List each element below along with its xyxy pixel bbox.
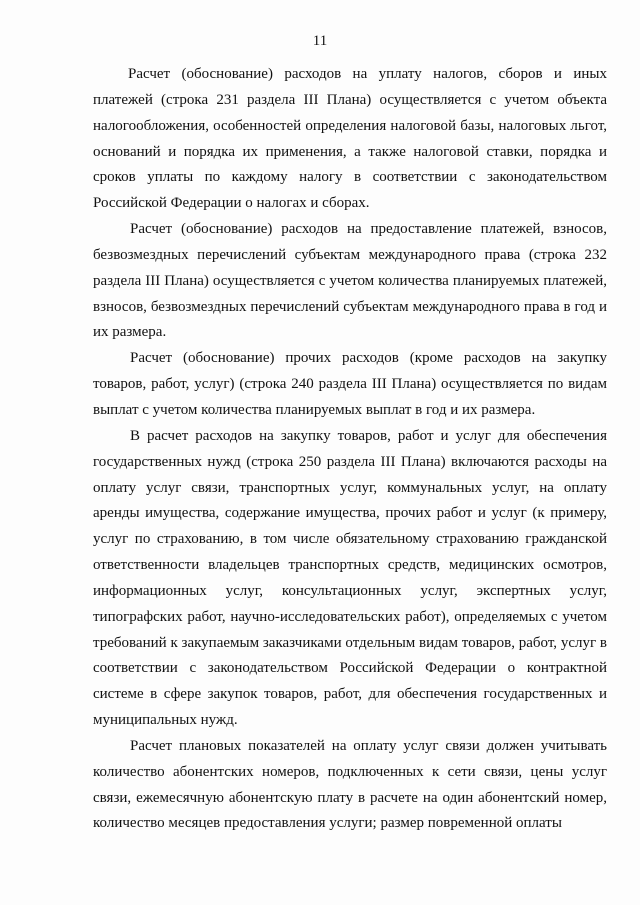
paragraph-communication-services: Расчет плановых показателей на оплату услуг связи должен учитывать количество абонентских номеров, подключенных к сети связи, цены услуг связи, ежемесячную абонентскую плату в расчете на один абонентский номер, количество месяцев предоставления услуги; размер повременной оплаты [93,737,607,832]
document-body [93,62,607,837]
paragraph-taxes: Расчет (обоснование) расходов на уплату налогов, сборов и иных платежей (строка 231 раздела III Плана) осуществляется с учетом объекта налогообложения, особенностей определения налоговой базы, налоговых льгот, оснований и порядка их применения, а также налоговой ставки, порядка и сроков уплаты по каждому налогу в соответствии с законодательством Российской Федерации о налогах и сборах. [93,66,607,212]
paragraph-international-payments: Расчет (обоснование) расходов на предоставление платежей, взносов, безвозмездных перечислений субъектам международного права (строка 232 раздела III Плана) осуществляется с учетом количества планируемых платежей, взносов, безвозмездных перечислений субъектам международного права в год и их размера. [93,221,607,341]
paragraph-other-expenses: Расчет (обоснование) прочих расходов (кроме расходов на закупку товаров, работ, услуг) (строка 240 раздела III Плана) осуществляется по видам выплат с учетом количества планируемых выплат в год и их размера. [93,350,607,418]
paragraph-procurement: В расчет расходов на закупку товаров, работ и услуг для обеспечения государственных нужд (строка 250 раздела III Плана) включаются расходы на оплату услуг связи, транспортных услуг, коммунальных услуг, на оплату аренды имущества, содержание имущества, прочих работ и услуг (к примеру, услуг по страхованию, в том числе обязательному страхованию гражданской ответственности владельцев транспортных средств, медицинских осмотров, информационных услуг, консультационных услуг, экспертных услуг, типографских работ, научно-исследовательских работ), определяемых с учетом требований к закупаемым заказчиками отдельным видам товаров, работ, услуг в соответствии с законодательством Российской Федерации о контрактной системе в сфере закупок товаров, работ, для обеспечения государственных и муниципальных нужд. [93,427,607,729]
page-number: 11 [312,33,328,49]
